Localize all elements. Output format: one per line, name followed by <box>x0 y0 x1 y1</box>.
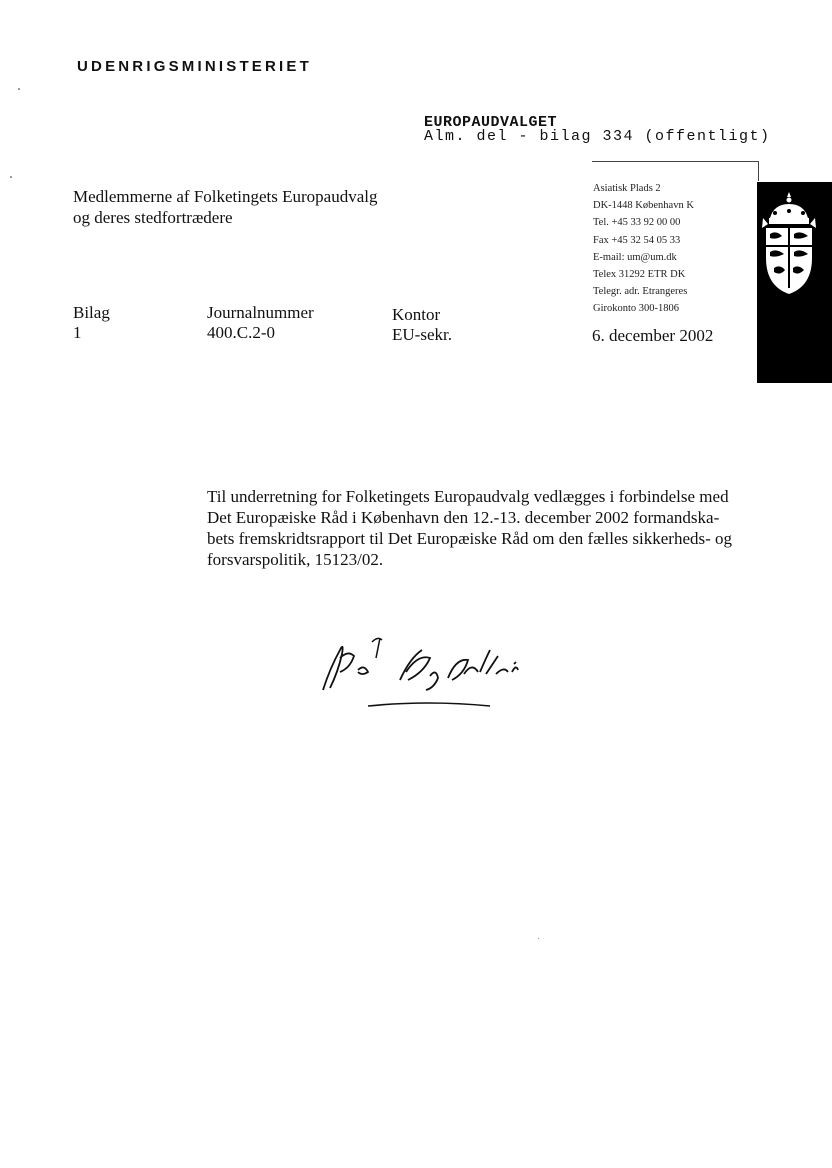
recipient-line-1: Medlemmerne af Folketingets Europaudvalg <box>73 187 378 206</box>
address-email: E-mail: um@um.dk <box>593 251 677 263</box>
scan-speck <box>538 938 539 939</box>
bilag-value: 1 <box>73 323 82 342</box>
stamp-reference: Alm. del - bilag 334 (offentligt) <box>424 128 771 145</box>
handwritten-signature <box>318 628 538 718</box>
address-city: DK-1448 København K <box>593 200 694 212</box>
stamp-committee: EUROPAUDVALGET <box>424 114 558 131</box>
stamp-rule <box>592 161 759 162</box>
bilag-field <box>73 303 110 343</box>
scan-speck <box>10 176 12 178</box>
scan-speck <box>18 88 20 90</box>
address-fax: Fax +45 32 54 05 33 <box>593 234 681 246</box>
address-giro: Girokonto 300-1806 <box>593 303 680 315</box>
bilag-label: Bilag <box>73 303 110 322</box>
archive-stamp <box>424 116 771 144</box>
letter-body: Til underretning for Folketingets Europaudvalg vedlægges i forbindelse med Det Europæiske Råd i København den 12.-13. december 2002 formandska- bets fremskridtsrapport til Det Europæiske Råd om den fælles sikkerheds- og forsvarspolitik, 15123/02. <box>207 487 733 569</box>
address-tel: Tel. +45 33 92 00 00 <box>593 217 681 229</box>
royal-coat-of-arms-icon <box>760 188 818 298</box>
stamp-rule-tick <box>758 161 759 181</box>
journal-field <box>207 303 314 343</box>
office-value: EU-sekr. <box>392 325 452 344</box>
journal-value: 400.C.2-0 <box>207 323 275 342</box>
address-telex: Telex 31292 ETR DK <box>593 269 686 281</box>
recipient-block <box>73 186 378 228</box>
address-telegram: Telegr. adr. Etrangeres <box>593 286 688 298</box>
address-street: Asiatisk Plads 2 <box>593 183 661 194</box>
office-field <box>392 305 452 345</box>
letter-date: 6. december 2002 <box>592 326 714 345</box>
office-label: Kontor <box>392 305 441 324</box>
journal-label: Journalnummer <box>207 303 314 322</box>
sender-address <box>593 180 694 318</box>
ministry-letterhead: UDENRIGSMINISTERIET <box>77 58 312 75</box>
recipient-line-2: og deres stedfortrædere <box>73 208 233 227</box>
